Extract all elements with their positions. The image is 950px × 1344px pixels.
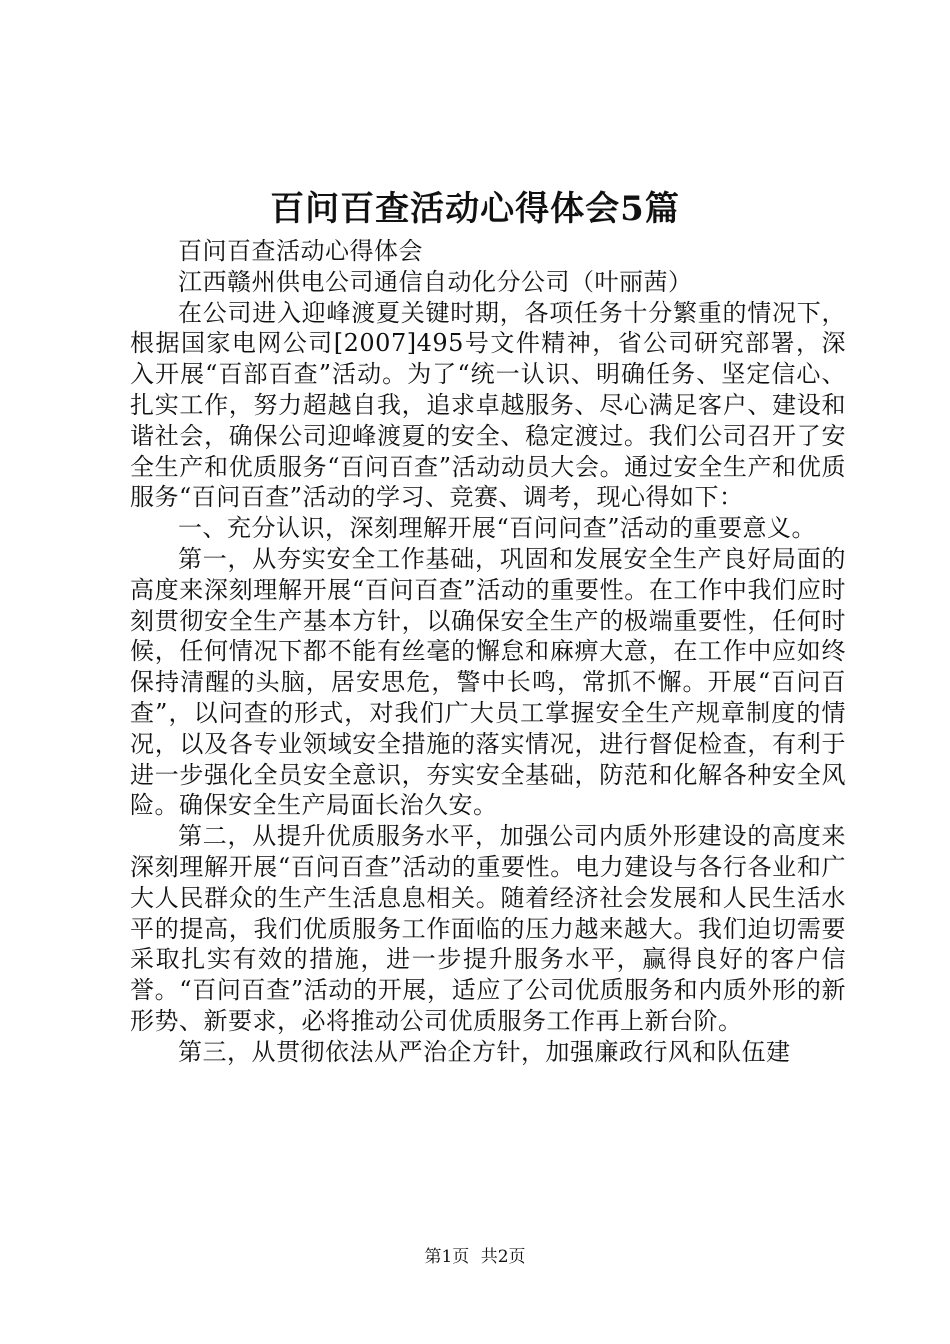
paragraph-point-1: 第一，从夯实安全工作基础，巩固和发展安全生产良好局面的高度来深刻理解开展“百问百查”活动的重要性。在工作中我们应时刻贯彻安全生产基本方针，以确保安全生产的极端重要性，任何时候，任何情况下都不能有丝毫的懈怠和麻痹大意，在工作中应如终保持清醒的头脑，居安思危，警中长鸣，常抓不懈。开展“百问百查”，以问查的形式，对我们广大员工掌握安全生产规章制度的情况，以及各专业领域安全措施的落实情况，进行督促检查，有利于进一步强化全员安全意识，夯实安全基础，防范和化解各种安全风险。确保安全生产局面长治久安。 [130,544,846,820]
paragraph-subtitle: 百问百查活动心得体会 [178,237,423,265]
paragraph-point-3: 第三，从贯彻依法从严治企方针，加强廉政行风和队伍建 [178,1037,791,1066]
paragraph-author: 江西赣州供电公司通信自动化分公司（叶丽茜） [178,267,693,296]
document-body [130,236,846,1068]
page-footer [0,1246,950,1268]
page-number: 第1页 [424,1247,470,1267]
paragraph-intro: 在公司进入迎峰渡夏关键时期，各项任务十分繁重的情况下，根据国家电网公司[2007]495号文件精神，省公司研究部署，深入开展“百部百查”活动。为了“统一认识、明确任务、坚定信心、扎实工作，努力超越自我，追求卓越服务、尽心满足客户、建设和谐社会，确保公司迎峰渡夏的安全、稳定渡过。我们公司召开了安全生产和优质服务“百问百查”活动动员大会。通过安全生产和优质服务“百问百查”活动的学习、竞赛、调考，现心得如下： [130,298,846,512]
page-total: 共2页 [480,1247,526,1267]
paragraph-section-heading: 一、充分认识，深刻理解开展“百问问查”活动的重要意义。 [178,514,817,543]
document-title: 百问百查活动心得体会5篇 [270,189,680,229]
paragraph-point-2: 第二，从提升优质服务水平，加强公司内质外形建设的高度来深刻理解开展“百问百查”活动的重要性。电力建设与各行各业和广大人民群众的生产生活息息相关。随着经济社会发展和人民生活水平的提高，我们优质服务工作面临的压力越来越大。我们迫切需要采取扎实有效的措施，进一步提升服务水平，赢得良好的客户信誉。“百问百查”活动的开展，适应了公司优质服务和内质外形的新形势、新要求，必将推动公司优质服务工作再上新台阶。 [130,822,846,1035]
